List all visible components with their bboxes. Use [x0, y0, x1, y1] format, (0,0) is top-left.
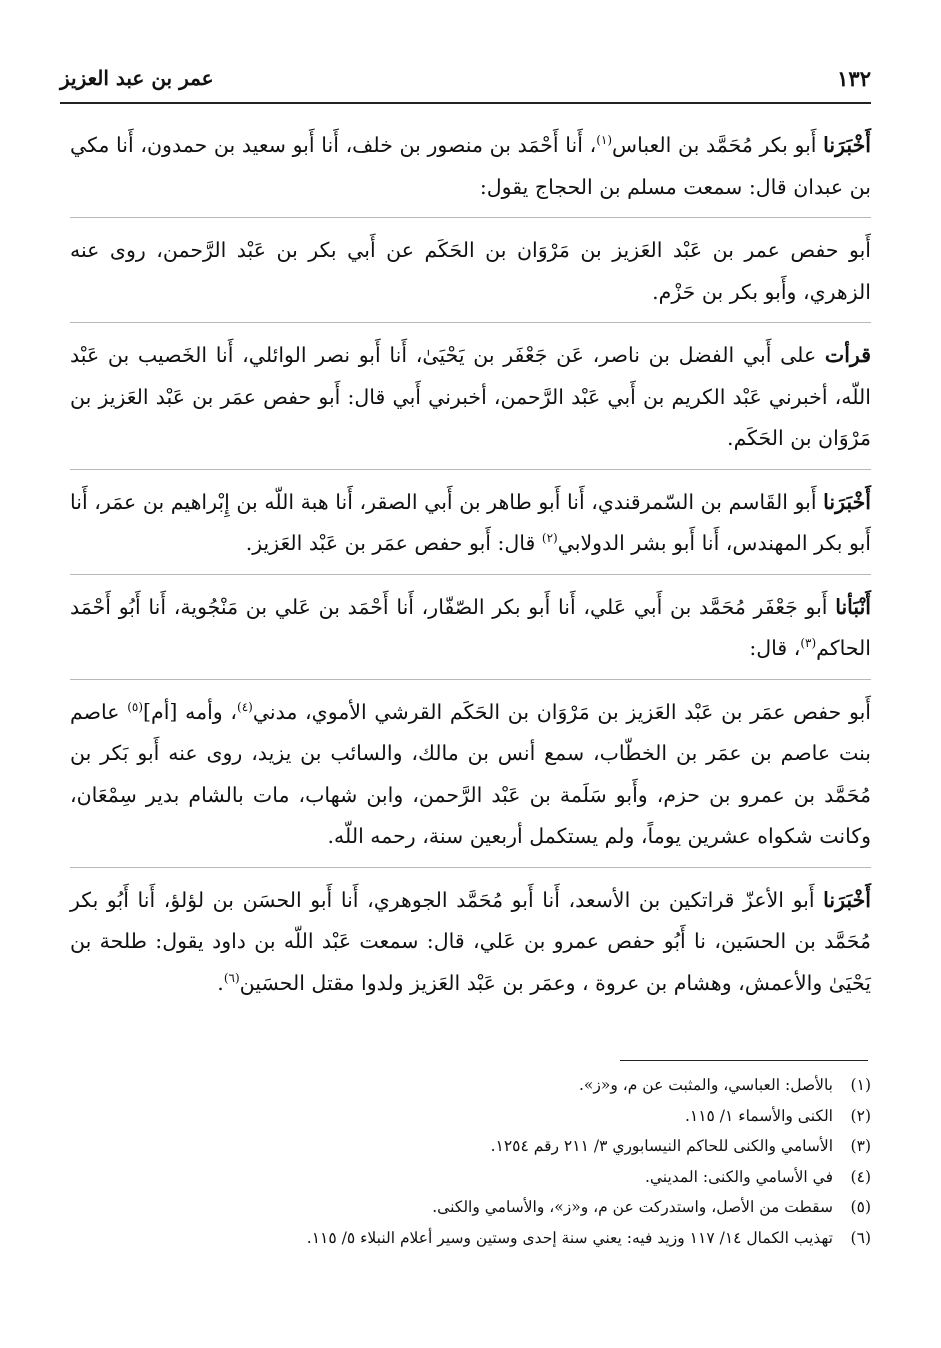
paragraph-text: قال: أَبو حفص عمَر بن عَبْد العَزيز.	[245, 531, 542, 555]
footnote	[70, 1131, 871, 1162]
paragraph	[70, 880, 871, 1005]
main-text	[70, 125, 871, 1004]
paragraph-text: أَبو القَاسم بن السّمرقندي، أَنا أَبو طاهر بن أَبي الصقر، أَنا هبة اللّه بن إِبْراهيم بن عمَر، أَنا أَبو بكر المهندس، أَنا أَبو بشر الدولابي	[70, 489, 871, 555]
footnote-text: بالأصل: العباسي، والمثبت عن م، و«ز».	[578, 1076, 833, 1094]
paragraph-text: أَبو حفص عمر بن عَبْد العَزيز بن مَرْوَان بن الحَكَم عن أَبي بكر بن عَبْد الرَّحمن، روى عنه الزهري، وأَبو بكر بن حَزْم.	[70, 238, 871, 304]
footnote	[70, 1223, 871, 1254]
footnote-ref: (٢)	[541, 531, 558, 546]
paragraph-text: ، أَنا أَحْمَد بن منصور بن خلف، أَنا أَبو سعيد بن حمدون، أَنا مكي بن عبدان قال: سمعت مسلم بن الحجاج يقول:	[70, 133, 871, 199]
paragraph-text: أَبو بكر مُحَمَّد بن العباس	[612, 133, 824, 157]
footnote-text: في الأسامي والكنى: المديني.	[644, 1167, 833, 1186]
footnote-number: (٣)	[850, 1137, 871, 1155]
page-number: ١٣٢	[837, 65, 871, 91]
footnote-number: (٥)	[850, 1198, 871, 1216]
paragraph-text: عاصم بنت عاصم بن عمَر بن الخطّاب، سمع أنس بن مالك، والسائب بن يزيد، روى عنه أَبو بَكر بن مُحَمَّد بن عمرو بن حزم، وأَبو سَلَمة بن عَبْد الرَّحمن، وابن شهاب، مات بالشام بدير سِمْعَان، وكانت شكواه عشرين يوماً، ولم يستكمل أربعين سنة، رحمه اللّه.	[70, 699, 871, 848]
footnote-number: (٤)	[850, 1167, 871, 1186]
isnad-lead-word: أَخْبَرَنا	[823, 133, 871, 157]
paragraph-separator	[70, 217, 871, 218]
footnote-ref: (٤)	[237, 699, 253, 714]
footnote-ref: (١)	[596, 133, 613, 148]
footnote-rule	[620, 1060, 868, 1061]
paragraph-text: ، قال:	[749, 636, 801, 660]
footnotes	[70, 1070, 871, 1253]
isnad-lead-word: قرأت	[824, 343, 871, 367]
footnote-ref: (٥)	[127, 699, 144, 714]
footnote	[70, 1162, 871, 1193]
paragraph-text: أَبو الأعزّ قراتكين بن الأسعد، أَنا أَبو مُحَمَّد الجوهري، أَنا أَبو الحسَن بن لؤلؤ، أَنا أَبُو بكر مُحَمَّد بن الحسَين، نا أَبُو حفص عمرو بن عَلي، قال: سمعت عَبْد اللّه بن داود يقول: طلحة بن يَحْيَىٰ والأعمش، وهشام بن عروة ، وعمَر بن عَبْد العَزيز ولدوا مقتل الحسَين	[70, 887, 871, 995]
footnote-text: سقطت من الأصل، واستدركت عن م، و«ز»، والأسامي والكنى.	[432, 1198, 833, 1216]
paragraph-separator	[70, 469, 871, 470]
footnote	[70, 1101, 871, 1132]
running-title: عمر بن عبد العزيز	[60, 66, 214, 90]
footnote	[70, 1192, 871, 1223]
footnote-number: (٢)	[850, 1106, 871, 1125]
footnote-text: تهذيب الكمال ١٤/ ١١٧ وزيد فيه: يعني سنة إحدى وستين وسير أعلام النبلاء ٥/ ١١٥.	[306, 1228, 833, 1247]
paragraph	[70, 482, 871, 565]
paragraph-separator	[70, 679, 871, 680]
isnad-lead-word: أَخْبَرَنا	[823, 489, 871, 514]
footnote-text: الكنى والأسماء ١/ ١١٥.	[684, 1106, 833, 1125]
paragraph-separator	[70, 322, 871, 323]
paragraph-text: .	[217, 970, 224, 995]
footnote-text: الأسامي والكنى للحاكم النيسابوري ٣/ ٢١١ رقم ١٢٥٤.	[490, 1137, 833, 1155]
footnote-ref: (٣)	[800, 636, 817, 651]
paragraph	[70, 692, 871, 858]
paragraph	[70, 587, 871, 670]
paragraph-separator	[70, 574, 871, 575]
footnote-number: (٦)	[850, 1228, 871, 1247]
header-rule	[60, 102, 871, 104]
paragraph-text: أَبو جَعْفَر مُحَمَّد بن أَبي عَلي، أَنا أَبو بكر الصّفّار، أَنا أَحْمَد بن عَلي بن مَنْجُوية، أَنا أَبُو أَحْمَد الحاكم	[70, 594, 871, 660]
isnad-lead-word: أَخْبَرَنا	[823, 887, 871, 912]
paragraph-text: ، وأمه [أم]	[143, 699, 237, 724]
paragraph	[70, 230, 871, 313]
footnote-ref: (٦)	[223, 970, 240, 985]
paragraph-separator	[70, 867, 871, 868]
paragraph-text: على أَبي الفضل بن ناصر، عَن جَعْفَر بن يَحْيَىٰ، أَنا أَبو نصر الوائلي، أَنا الخَصيب بن عَبْد اللّه، أخبرني عَبْد الكريم بن أَبي عَبْد الرَّحمن، أخبرني أَبي قال: أَبو حفص عمَر بن عَبْد العَزيز بن مَرْوَان بن الحَكَم.	[70, 343, 871, 450]
footnote-number: (١)	[850, 1076, 871, 1094]
page-header	[60, 58, 871, 98]
paragraph	[70, 125, 871, 208]
isnad-lead-word: أَنْبَأنا	[835, 594, 871, 619]
footnote	[70, 1070, 871, 1101]
paragraph-text: أَبو حفص عمَر بن عَبْد العَزيز بن مَرْوَان بن الحَكَم القرشي الأموي، مدني	[252, 699, 871, 724]
paragraph	[70, 335, 871, 460]
